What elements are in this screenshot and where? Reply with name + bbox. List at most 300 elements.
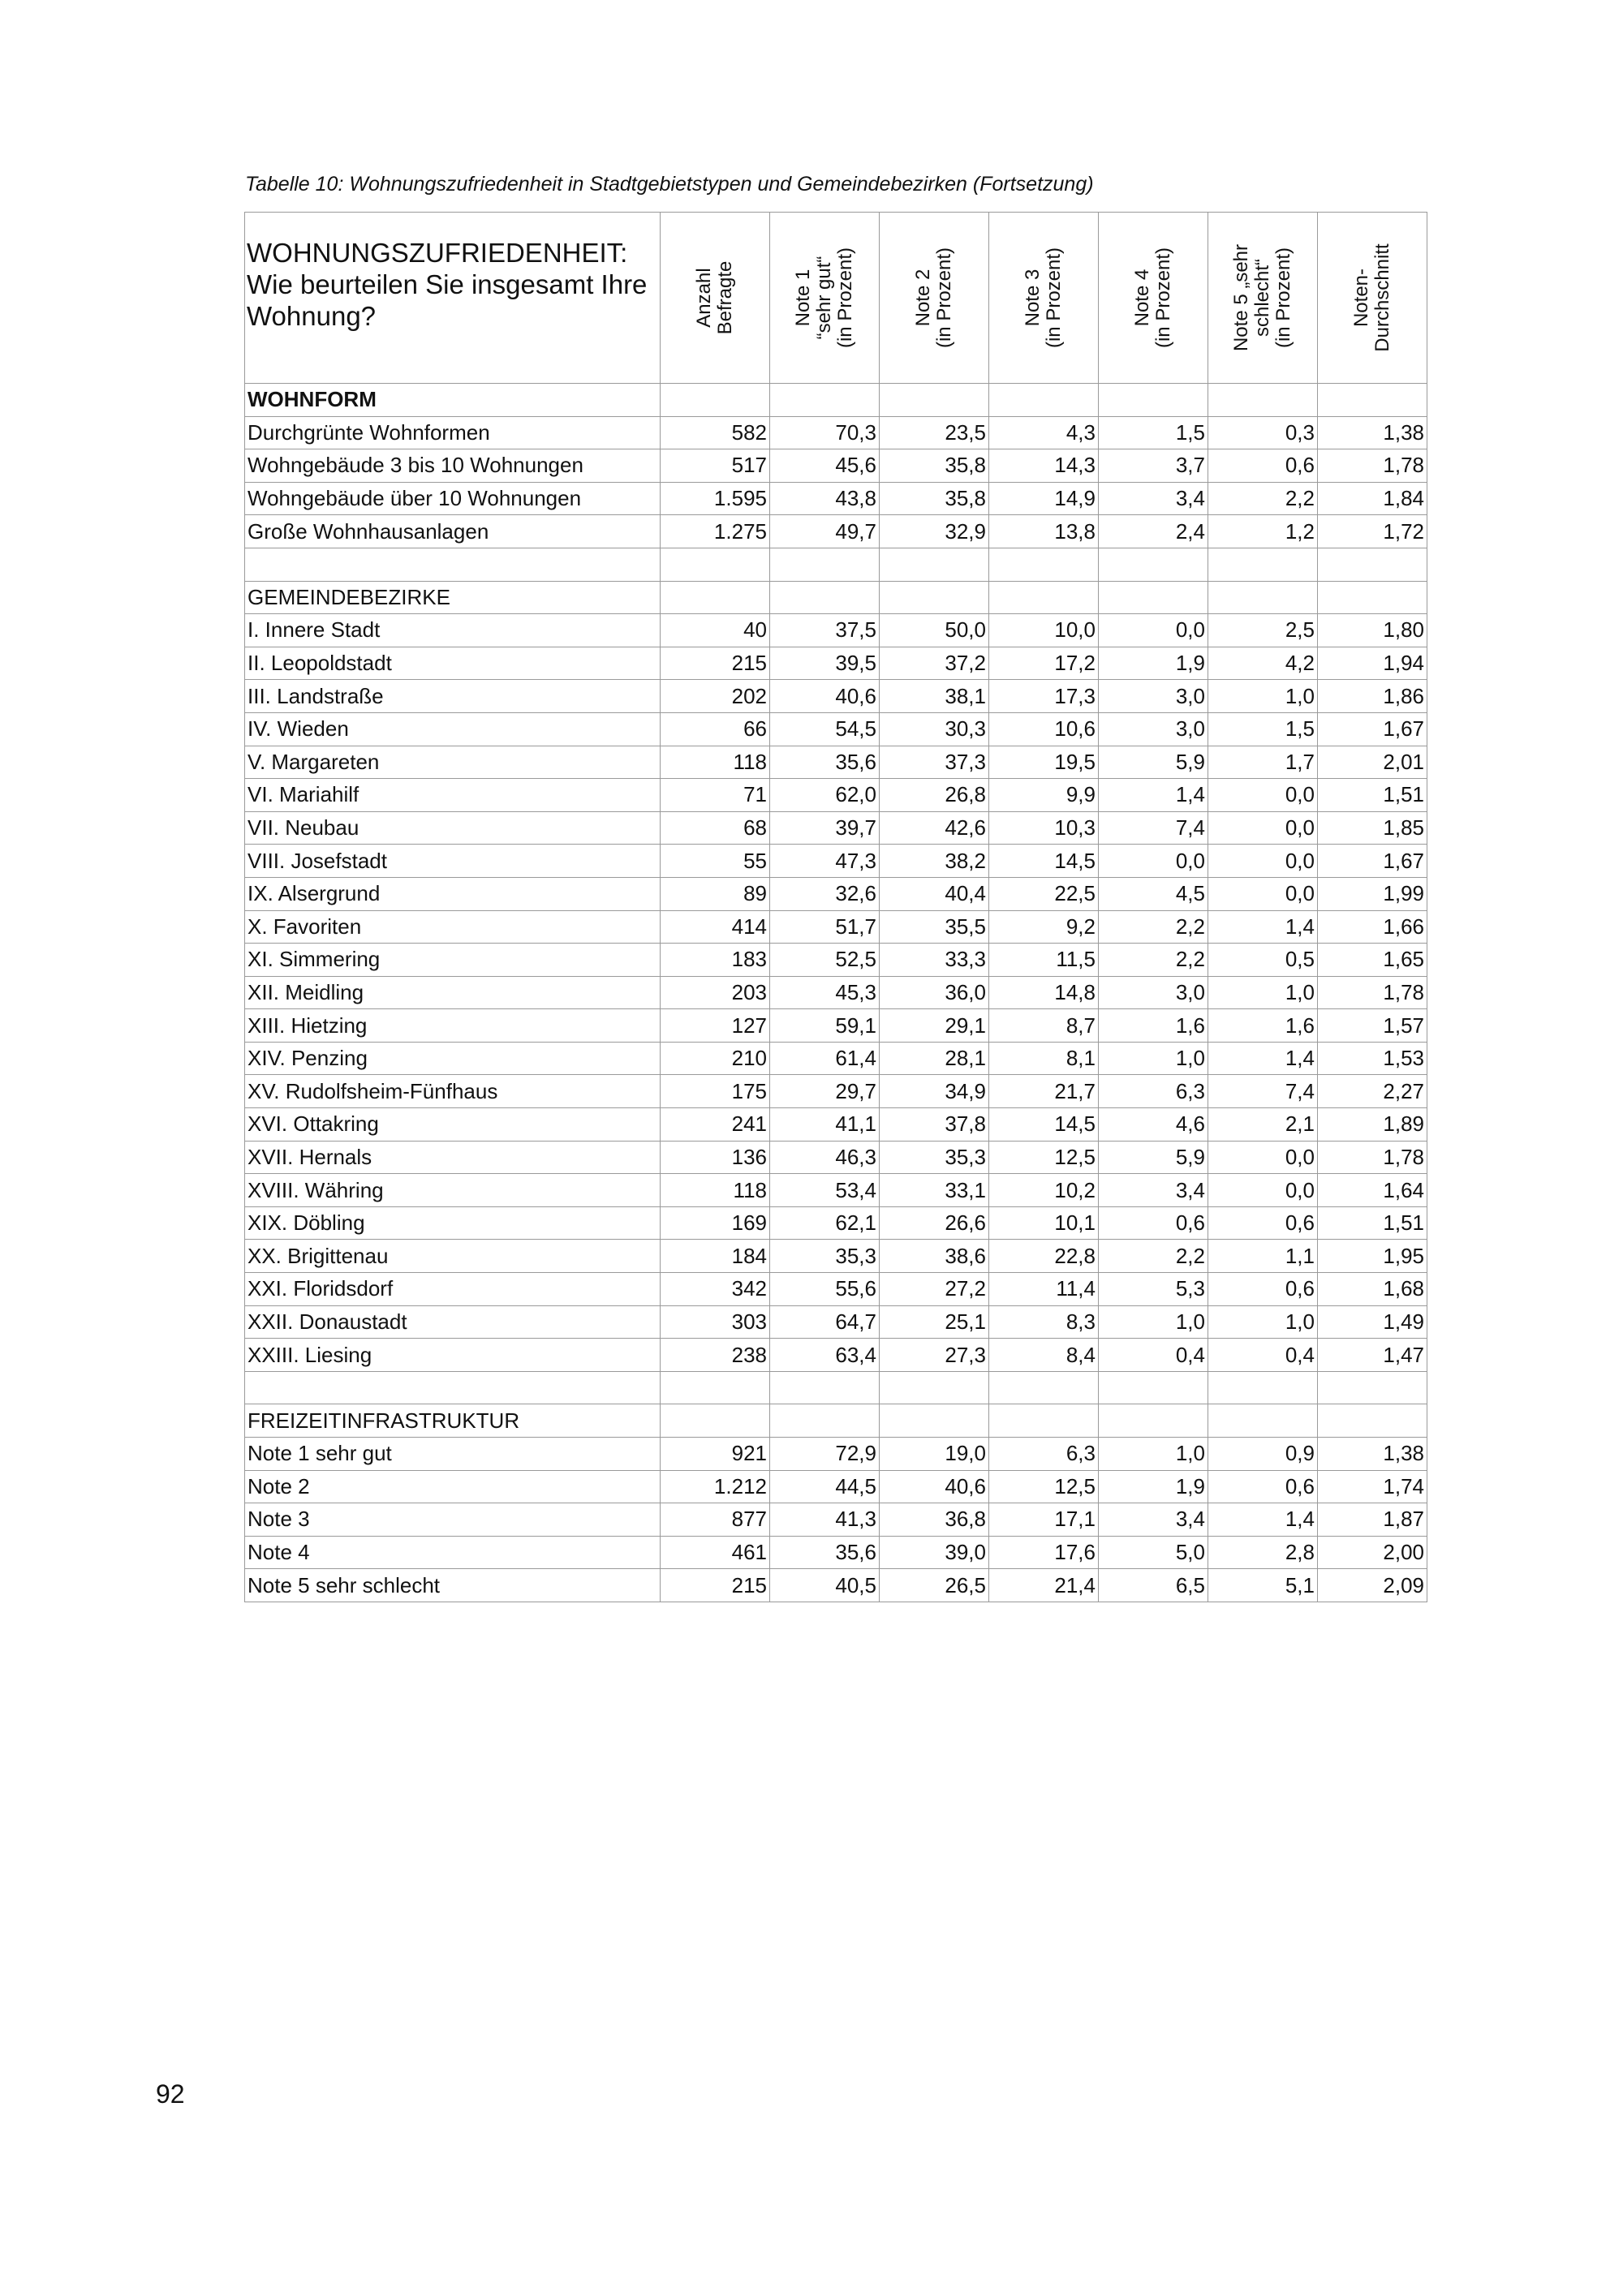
table-cell: 1,78	[1318, 1141, 1427, 1174]
table-cell: 3,0	[1099, 976, 1208, 1009]
table-cell: 2,01	[1318, 746, 1427, 779]
table-cell: 202	[661, 680, 770, 713]
column-header	[1318, 213, 1427, 384]
row-label: Wohngebäude 3 bis 10 Wohnungen	[245, 449, 661, 483]
table-cell: 0,6	[1208, 449, 1318, 483]
table-cell: 35,6	[770, 746, 880, 779]
table-cell: 5,3	[1099, 1273, 1208, 1306]
row-label: XI. Simmering	[245, 944, 661, 977]
header-row	[245, 213, 1427, 384]
table-cell: 215	[661, 1569, 770, 1602]
row-label: VI. Mariahilf	[245, 779, 661, 812]
table-cell: 461	[661, 1536, 770, 1569]
table-cell: 38,2	[880, 845, 989, 878]
table-cell: 183	[661, 944, 770, 977]
table-cell: 30,3	[880, 712, 989, 746]
table-cell: 877	[661, 1503, 770, 1537]
table-cell: 40,6	[770, 680, 880, 713]
section-title: FREIZEITINFRASTRUKTUR	[245, 1404, 661, 1438]
table-cell: 582	[661, 416, 770, 449]
table-cell: 37,3	[880, 746, 989, 779]
table-cell: 210	[661, 1042, 770, 1075]
table-cell: 62,0	[770, 779, 880, 812]
table-cell: 7,4	[1099, 811, 1208, 845]
table-cell: 33,1	[880, 1174, 989, 1207]
table-row	[245, 416, 1427, 449]
table-cell: 0,4	[1208, 1339, 1318, 1372]
table-cell: 40,6	[880, 1470, 989, 1503]
table-cell: 1,53	[1318, 1042, 1427, 1075]
table-cell: 0,6	[1208, 1470, 1318, 1503]
table-cell: 40,5	[770, 1569, 880, 1602]
table-cell: 10,0	[989, 614, 1099, 647]
column-header-label: Note 5 „sehr schlecht“ (in Prozent)	[1230, 243, 1294, 352]
table-cell: 66	[661, 712, 770, 746]
table-cell: 42,6	[880, 811, 989, 845]
table-cell: 43,8	[770, 482, 880, 515]
table-cell: 3,7	[1099, 449, 1208, 483]
table-cell: 1,9	[1099, 647, 1208, 680]
table-cell: 1,0	[1208, 976, 1318, 1009]
table-cell: 51,7	[770, 910, 880, 944]
table-cell: 35,3	[880, 1141, 989, 1174]
table-cell: 1,68	[1318, 1273, 1427, 1306]
table-cell: 46,3	[770, 1141, 880, 1174]
table-cell: 0,0	[1099, 614, 1208, 647]
row-label: XX. Brigittenau	[245, 1240, 661, 1273]
row-label: I. Innere Stadt	[245, 614, 661, 647]
table-cell: 35,6	[770, 1536, 880, 1569]
table-row	[245, 680, 1427, 713]
table-cell: 17,1	[989, 1503, 1099, 1537]
row-label: VII. Neubau	[245, 811, 661, 845]
table-row	[245, 1108, 1427, 1142]
table-cell: 1,4	[1099, 779, 1208, 812]
row-label: Große Wohnhausanlagen	[245, 515, 661, 548]
table-cell: 1,74	[1318, 1470, 1427, 1503]
row-label: Note 4	[245, 1536, 661, 1569]
column-header	[770, 213, 880, 384]
table-cell: 61,4	[770, 1042, 880, 1075]
row-label: XXII. Donaustadt	[245, 1305, 661, 1339]
table-cell: 1,57	[1318, 1009, 1427, 1043]
table-cell: 33,3	[880, 944, 989, 977]
table-cell: 45,3	[770, 976, 880, 1009]
table-cell: 118	[661, 1174, 770, 1207]
table-cell: 35,3	[770, 1240, 880, 1273]
table-cell: 0,0	[1208, 1174, 1318, 1207]
table-cell: 17,3	[989, 680, 1099, 713]
table-cell: 11,5	[989, 944, 1099, 977]
table-cell: 184	[661, 1240, 770, 1273]
table-cell: 53,4	[770, 1174, 880, 1207]
table-cell: 0,4	[1099, 1339, 1208, 1372]
table-cell: 64,7	[770, 1305, 880, 1339]
table-row	[245, 1042, 1427, 1075]
table-row	[245, 1206, 1427, 1240]
row-label: Note 2	[245, 1470, 661, 1503]
table-cell: 55	[661, 845, 770, 878]
section-row	[245, 384, 1427, 417]
table-row	[245, 712, 1427, 746]
table-cell: 0,6	[1099, 1206, 1208, 1240]
table-cell: 13,8	[989, 515, 1099, 548]
table-cell: 1,0	[1208, 680, 1318, 713]
table-cell: 32,6	[770, 877, 880, 910]
table-cell: 2,2	[1099, 944, 1208, 977]
table-cell: 1.212	[661, 1470, 770, 1503]
row-label: IX. Alsergrund	[245, 877, 661, 910]
table-cell: 72,9	[770, 1438, 880, 1471]
table-row	[245, 1273, 1427, 1306]
column-header-label: Note 4 (in Prozent)	[1131, 247, 1174, 349]
table-cell: 0,0	[1208, 811, 1318, 845]
table-cell: 9,2	[989, 910, 1099, 944]
table-cell: 118	[661, 746, 770, 779]
table-cell: 1,51	[1318, 1206, 1427, 1240]
table-cell: 14,5	[989, 845, 1099, 878]
table-cell: 32,9	[880, 515, 989, 548]
spacer-row	[245, 548, 1427, 581]
table-row	[245, 746, 1427, 779]
table-cell: 1,0	[1099, 1438, 1208, 1471]
row-label: IV. Wieden	[245, 712, 661, 746]
table-row	[245, 1174, 1427, 1207]
table-cell: 0,3	[1208, 416, 1318, 449]
column-header-label: Note 3 (in Prozent)	[1022, 247, 1065, 349]
table-cell: 5,1	[1208, 1569, 1318, 1602]
table-cell: 1,5	[1208, 712, 1318, 746]
table-cell: 1,38	[1318, 416, 1427, 449]
table-cell: 50,0	[880, 614, 989, 647]
table-cell: 0,0	[1208, 779, 1318, 812]
table-row	[245, 976, 1427, 1009]
table-caption: Tabelle 10: Wohnungszufriedenheit in Stadtgebietstypen und Gemeindebezirken (Fortsetzung)	[245, 173, 1094, 196]
table-cell: 22,8	[989, 1240, 1099, 1273]
table-cell: 19,5	[989, 746, 1099, 779]
table-cell: 35,8	[880, 482, 989, 515]
table-cell: 62,1	[770, 1206, 880, 1240]
column-header	[1099, 213, 1208, 384]
table-cell: 0,0	[1099, 845, 1208, 878]
column-header	[989, 213, 1099, 384]
table-cell: 0,0	[1208, 877, 1318, 910]
table-cell: 35,8	[880, 449, 989, 483]
table-cell: 1,64	[1318, 1174, 1427, 1207]
row-label: XVII. Hernals	[245, 1141, 661, 1174]
table-cell: 1,72	[1318, 515, 1427, 548]
page-number: 92	[156, 2079, 185, 2109]
table-cell: 1,49	[1318, 1305, 1427, 1339]
table-cell: 37,2	[880, 647, 989, 680]
table-cell: 44,5	[770, 1470, 880, 1503]
table-cell: 2,2	[1208, 482, 1318, 515]
table-row	[245, 515, 1427, 548]
table-cell: 169	[661, 1206, 770, 1240]
column-header	[880, 213, 989, 384]
table-cell: 1,67	[1318, 712, 1427, 746]
table-body	[245, 213, 1427, 1602]
table-cell: 1,86	[1318, 680, 1427, 713]
table-cell: 14,9	[989, 482, 1099, 515]
table-cell: 1.595	[661, 482, 770, 515]
table-cell: 3,4	[1099, 1174, 1208, 1207]
table-cell: 52,5	[770, 944, 880, 977]
table-row	[245, 482, 1427, 515]
table-cell: 25,1	[880, 1305, 989, 1339]
table-cell: 10,3	[989, 811, 1099, 845]
table-cell: 1,2	[1208, 515, 1318, 548]
table-cell: 14,5	[989, 1108, 1099, 1142]
table-cell: 11,4	[989, 1273, 1099, 1306]
table-row	[245, 1339, 1427, 1372]
table-cell: 71	[661, 779, 770, 812]
table-cell: 1,51	[1318, 779, 1427, 812]
table-cell: 2,8	[1208, 1536, 1318, 1569]
row-label: XVIII. Währing	[245, 1174, 661, 1207]
table-cell: 1,9	[1099, 1470, 1208, 1503]
table-cell: 26,5	[880, 1569, 989, 1602]
row-label: Note 3	[245, 1503, 661, 1537]
table-row	[245, 1240, 1427, 1273]
row-label: X. Favoriten	[245, 910, 661, 944]
table-cell: 17,2	[989, 647, 1099, 680]
table-cell: 0,6	[1208, 1273, 1318, 1306]
table-row	[245, 1009, 1427, 1043]
section-row	[245, 1404, 1427, 1438]
table-cell: 10,1	[989, 1206, 1099, 1240]
table-row	[245, 1075, 1427, 1108]
table-cell: 3,4	[1099, 482, 1208, 515]
table-cell: 342	[661, 1273, 770, 1306]
table-cell: 54,5	[770, 712, 880, 746]
table-cell: 1.275	[661, 515, 770, 548]
table-cell: 0,6	[1208, 1206, 1318, 1240]
table-row	[245, 1503, 1427, 1537]
table-cell: 21,4	[989, 1569, 1099, 1602]
table-row	[245, 647, 1427, 680]
column-header	[661, 213, 770, 384]
table-cell: 12,5	[989, 1470, 1099, 1503]
table-cell: 49,7	[770, 515, 880, 548]
table-cell: 2,00	[1318, 1536, 1427, 1569]
table-row	[245, 779, 1427, 812]
row-label: Durchgrünte Wohnformen	[245, 416, 661, 449]
table-cell: 1,67	[1318, 845, 1427, 878]
row-label: XIX. Döbling	[245, 1206, 661, 1240]
table-cell: 41,3	[770, 1503, 880, 1537]
section-row	[245, 581, 1427, 614]
table-cell: 27,2	[880, 1273, 989, 1306]
table-cell: 8,3	[989, 1305, 1099, 1339]
table-cell: 5,0	[1099, 1536, 1208, 1569]
table-cell: 6,3	[1099, 1075, 1208, 1108]
table-cell: 2,1	[1208, 1108, 1318, 1142]
table-cell: 38,1	[880, 680, 989, 713]
table-cell: 4,5	[1099, 877, 1208, 910]
row-label: XIV. Penzing	[245, 1042, 661, 1075]
table-cell: 127	[661, 1009, 770, 1043]
column-header-label: Noten- Durchschnitt	[1350, 243, 1393, 352]
table-cell: 175	[661, 1075, 770, 1108]
table-cell: 12,5	[989, 1141, 1099, 1174]
row-label: V. Margareten	[245, 746, 661, 779]
table-cell: 1,78	[1318, 976, 1427, 1009]
table-cell: 8,4	[989, 1339, 1099, 1372]
table-cell: 7,4	[1208, 1075, 1318, 1108]
table-cell: 1,0	[1099, 1042, 1208, 1075]
table-cell: 6,5	[1099, 1569, 1208, 1602]
table-cell: 89	[661, 877, 770, 910]
table-cell: 29,1	[880, 1009, 989, 1043]
table-cell: 55,6	[770, 1273, 880, 1306]
table-cell: 0,0	[1208, 845, 1318, 878]
table-cell: 39,0	[880, 1536, 989, 1569]
column-header-label: Note 2 (in Prozent)	[912, 247, 955, 349]
table-cell: 19,0	[880, 1438, 989, 1471]
table-cell: 6,3	[989, 1438, 1099, 1471]
table-cell: 1,5	[1099, 416, 1208, 449]
table-cell: 8,7	[989, 1009, 1099, 1043]
table-cell: 23,5	[880, 416, 989, 449]
table-cell: 1,87	[1318, 1503, 1427, 1537]
satisfaction-table	[244, 212, 1427, 1602]
row-label: XXIII. Liesing	[245, 1339, 661, 1372]
table-cell: 238	[661, 1339, 770, 1372]
table-cell: 1,4	[1208, 1042, 1318, 1075]
table-cell: 3,0	[1099, 680, 1208, 713]
table-row	[245, 811, 1427, 845]
table-cell: 303	[661, 1305, 770, 1339]
table-cell: 2,2	[1099, 910, 1208, 944]
section-title: WOHNFORM	[245, 384, 661, 417]
table-cell: 1,94	[1318, 647, 1427, 680]
table-cell: 0,9	[1208, 1438, 1318, 1471]
table-cell: 45,6	[770, 449, 880, 483]
column-header-label: Anzahl Befragte	[693, 260, 736, 335]
table-cell: 39,7	[770, 811, 880, 845]
table-cell: 2,4	[1099, 515, 1208, 548]
table-cell: 517	[661, 449, 770, 483]
column-header-label: Note 1 “sehr gut“ (in Prozent)	[792, 247, 856, 349]
table-cell: 4,6	[1099, 1108, 1208, 1142]
row-label: II. Leopoldstadt	[245, 647, 661, 680]
table-cell: 35,5	[880, 910, 989, 944]
table-cell: 5,9	[1099, 1141, 1208, 1174]
table-cell: 2,2	[1099, 1240, 1208, 1273]
table-cell: 8,1	[989, 1042, 1099, 1075]
column-header	[1208, 213, 1318, 384]
row-label: Wohngebäude über 10 Wohnungen	[245, 482, 661, 515]
row-label: Note 5 sehr schlecht	[245, 1569, 661, 1602]
table-cell: 27,3	[880, 1339, 989, 1372]
table-cell: 14,3	[989, 449, 1099, 483]
table-cell: 37,5	[770, 614, 880, 647]
table-cell: 1,47	[1318, 1339, 1427, 1372]
table-cell: 1,95	[1318, 1240, 1427, 1273]
table-cell: 1,6	[1208, 1009, 1318, 1043]
row-label: XV. Rudolfsheim-Fünfhaus	[245, 1075, 661, 1108]
table-row	[245, 910, 1427, 944]
table-cell: 1,89	[1318, 1108, 1427, 1142]
table-row	[245, 1470, 1427, 1503]
table-cell: 1,4	[1208, 1503, 1318, 1537]
table-cell: 36,8	[880, 1503, 989, 1537]
table-cell: 26,6	[880, 1206, 989, 1240]
row-label: XXI. Floridsdorf	[245, 1273, 661, 1306]
table-cell: 0,0	[1208, 1141, 1318, 1174]
table-cell: 10,2	[989, 1174, 1099, 1207]
table-cell: 14,8	[989, 976, 1099, 1009]
table-cell: 1,65	[1318, 944, 1427, 977]
table-cell: 37,8	[880, 1108, 989, 1142]
table-row	[245, 449, 1427, 483]
table-cell: 1,78	[1318, 449, 1427, 483]
table-cell: 0,5	[1208, 944, 1318, 977]
table-row	[245, 944, 1427, 977]
table-cell: 2,09	[1318, 1569, 1427, 1602]
table-cell: 1,0	[1208, 1305, 1318, 1339]
section-title: GEMEINDEBEZIRKE	[245, 581, 661, 614]
table-cell: 1,7	[1208, 746, 1318, 779]
table-cell: 39,5	[770, 647, 880, 680]
table-cell: 9,9	[989, 779, 1099, 812]
table-row	[245, 845, 1427, 878]
table-cell: 36,0	[880, 976, 989, 1009]
table-cell: 5,9	[1099, 746, 1208, 779]
table-row	[245, 1438, 1427, 1471]
table-row	[245, 1536, 1427, 1569]
table-cell: 241	[661, 1108, 770, 1142]
table-cell: 1,85	[1318, 811, 1427, 845]
table-cell: 41,1	[770, 1108, 880, 1142]
table-cell: 1,0	[1099, 1305, 1208, 1339]
table-cell: 2,27	[1318, 1075, 1427, 1108]
table-cell: 4,2	[1208, 647, 1318, 680]
row-label: III. Landstraße	[245, 680, 661, 713]
table-cell: 21,7	[989, 1075, 1099, 1108]
table-cell: 3,4	[1099, 1503, 1208, 1537]
table-row	[245, 1569, 1427, 1602]
table-cell: 40	[661, 614, 770, 647]
table-cell: 1,84	[1318, 482, 1427, 515]
question-heading: WOHNUNGSZUFRIEDENHEIT: Wie beurteilen Sie insgesamt Ihre Wohnung?	[245, 213, 661, 384]
row-label: XVI. Ottakring	[245, 1108, 661, 1142]
table-row	[245, 614, 1427, 647]
table-cell: 1,1	[1208, 1240, 1318, 1273]
table-cell: 1,4	[1208, 910, 1318, 944]
table-cell: 4,3	[989, 416, 1099, 449]
table-cell: 59,1	[770, 1009, 880, 1043]
table-cell: 1,6	[1099, 1009, 1208, 1043]
row-label: VIII. Josefstadt	[245, 845, 661, 878]
table-cell: 215	[661, 647, 770, 680]
table-cell: 22,5	[989, 877, 1099, 910]
table-cell: 28,1	[880, 1042, 989, 1075]
table-cell: 1,38	[1318, 1438, 1427, 1471]
table-cell: 414	[661, 910, 770, 944]
table-cell: 2,5	[1208, 614, 1318, 647]
table-cell: 63,4	[770, 1339, 880, 1372]
table-cell: 17,6	[989, 1536, 1099, 1569]
table-cell: 136	[661, 1141, 770, 1174]
table-cell: 203	[661, 976, 770, 1009]
table-cell: 34,9	[880, 1075, 989, 1108]
row-label: XII. Meidling	[245, 976, 661, 1009]
table-row	[245, 1141, 1427, 1174]
table-cell: 70,3	[770, 416, 880, 449]
table-row	[245, 1305, 1427, 1339]
